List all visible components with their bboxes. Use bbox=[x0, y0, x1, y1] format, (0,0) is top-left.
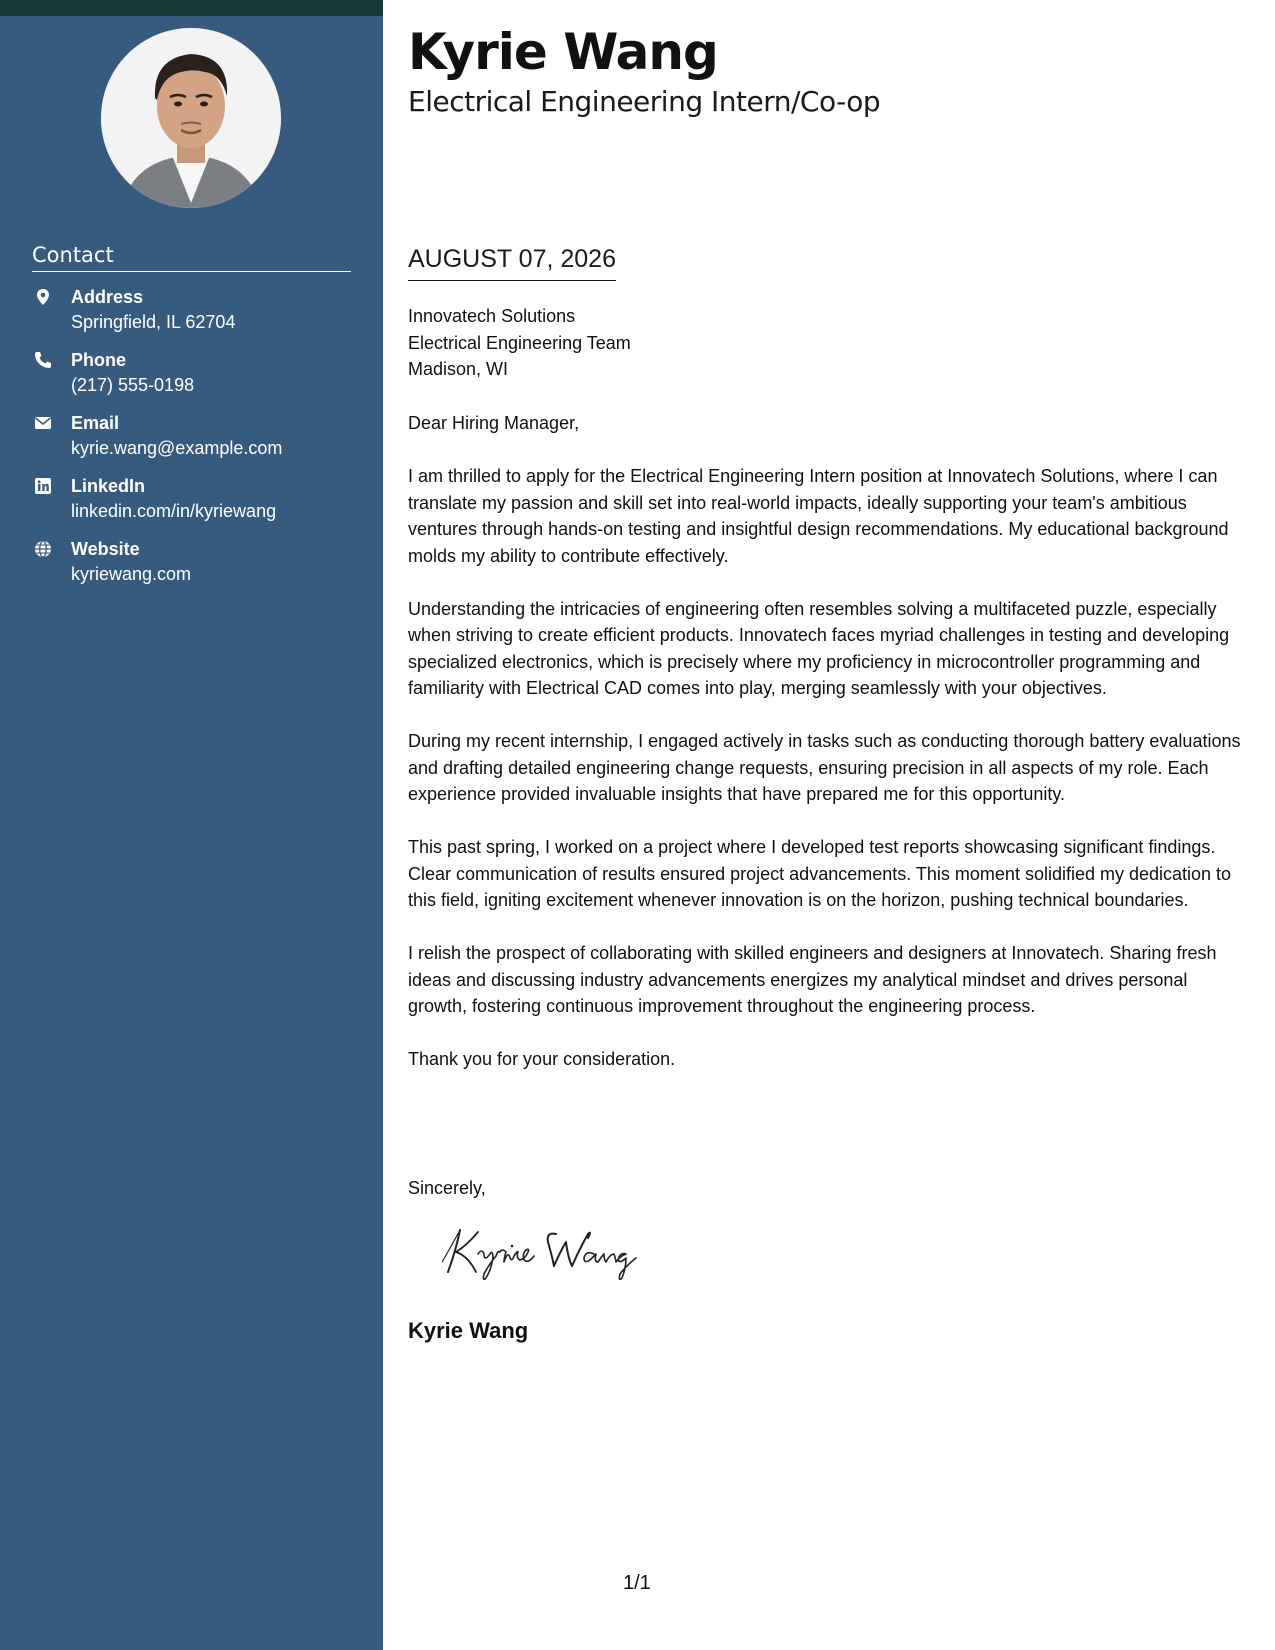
contact-address bbox=[32, 286, 362, 349]
contact-email bbox=[32, 412, 362, 475]
recipient-block bbox=[408, 303, 631, 383]
contact-heading: Contact bbox=[32, 241, 351, 272]
applicant-name: Kyrie Wang bbox=[408, 23, 718, 81]
body-paragraph: I relish the prospect of collaborating with skilled engineers and designers at Innovatech. Sharing fresh ideas and discussing industry advancements energizes my analytical mindset and drives personal growth, fostering continuous improvement throughout the engineering process. bbox=[408, 943, 1217, 1016]
contact-label: Website bbox=[71, 539, 140, 559]
signer-name: Kyrie Wang bbox=[408, 1318, 529, 1343]
recipient-team: Electrical Engineering Team bbox=[408, 332, 631, 353]
phone-icon bbox=[34, 351, 52, 369]
sidebar-top-bar bbox=[0, 0, 383, 16]
contact-value: Springfield, IL 62704 bbox=[71, 312, 236, 332]
recipient-company: Innovatech Solutions bbox=[408, 306, 576, 326]
body-paragraph: This past spring, I worked on a project where I developed test reports showcasing significant findings. Clear communication of results ensured project advancements. This moment solidified my dedication to this field, igniting excitement whenever innovation is on the horizon, pushing technical boundaries. bbox=[408, 837, 1232, 910]
page-number: 1/1 bbox=[623, 1572, 651, 1594]
avatar bbox=[101, 28, 281, 208]
linkedin-icon bbox=[34, 477, 52, 495]
salutation: Dear Hiring Manager, bbox=[408, 413, 580, 433]
globe-icon bbox=[34, 540, 52, 558]
letter-body bbox=[408, 410, 1246, 1099]
location-pin-icon bbox=[34, 288, 52, 306]
body-paragraph: During my recent internship, I engaged actively in tasks such as conducting thorough battery evaluations and drafting detailed engineering change requests, ensuring precision in all aspects of my role. Each experience provided invaluable insights that have prepared me for this opportunity. bbox=[408, 731, 1241, 804]
envelope-icon bbox=[34, 414, 52, 432]
applicant-role: Electrical Engineering Intern/Co-op bbox=[408, 85, 881, 118]
body-paragraph: Thank you for your consideration. bbox=[408, 1049, 676, 1069]
contact-linkedin bbox=[32, 475, 362, 538]
contact-label: LinkedIn bbox=[71, 476, 146, 496]
body-paragraph: I am thrilled to apply for the Electrical Engineering Intern position at Innovatech Solutions, where I can translate my passion and skill set into real-world impacts, ideally supporting your team's ambitious ventures through hands-on testing and insightful design recommendations. My educational background molds my ability to contribute effectively. bbox=[408, 466, 1229, 566]
recipient-location: Madison, WI bbox=[408, 359, 509, 379]
body-paragraph: Understanding the intricacies of engineering often resembles solving a multifaceted puzzle, especially when striving to create efficient products. Innovatech faces myriad challenges in testing and developing specialized electronics, which is precisely where my proficiency in microcontroller programming and familiarity with Electrical CAD comes into play, merging seamlessly with your objectives. bbox=[408, 598, 1230, 698]
contact-label: Address bbox=[71, 287, 144, 307]
letter-date: AUGUST 07, 2026 bbox=[408, 244, 616, 281]
contact-value: (217) 555-0198 bbox=[71, 375, 195, 395]
closing: Sincerely, bbox=[408, 1178, 486, 1198]
sidebar bbox=[0, 0, 383, 1650]
contact-label: Email bbox=[71, 413, 120, 433]
contact-value[interactable]: linkedin.com/in/kyriewang bbox=[71, 501, 277, 521]
contact-value[interactable]: kyrie.wang@example.com bbox=[71, 438, 283, 458]
contact-list bbox=[32, 286, 362, 601]
handwritten-signature bbox=[438, 1222, 668, 1282]
contact-value[interactable]: kyriewang.com bbox=[71, 564, 192, 584]
contact-label: Phone bbox=[71, 350, 127, 370]
contact-phone bbox=[32, 349, 362, 412]
contact-website bbox=[32, 538, 362, 601]
